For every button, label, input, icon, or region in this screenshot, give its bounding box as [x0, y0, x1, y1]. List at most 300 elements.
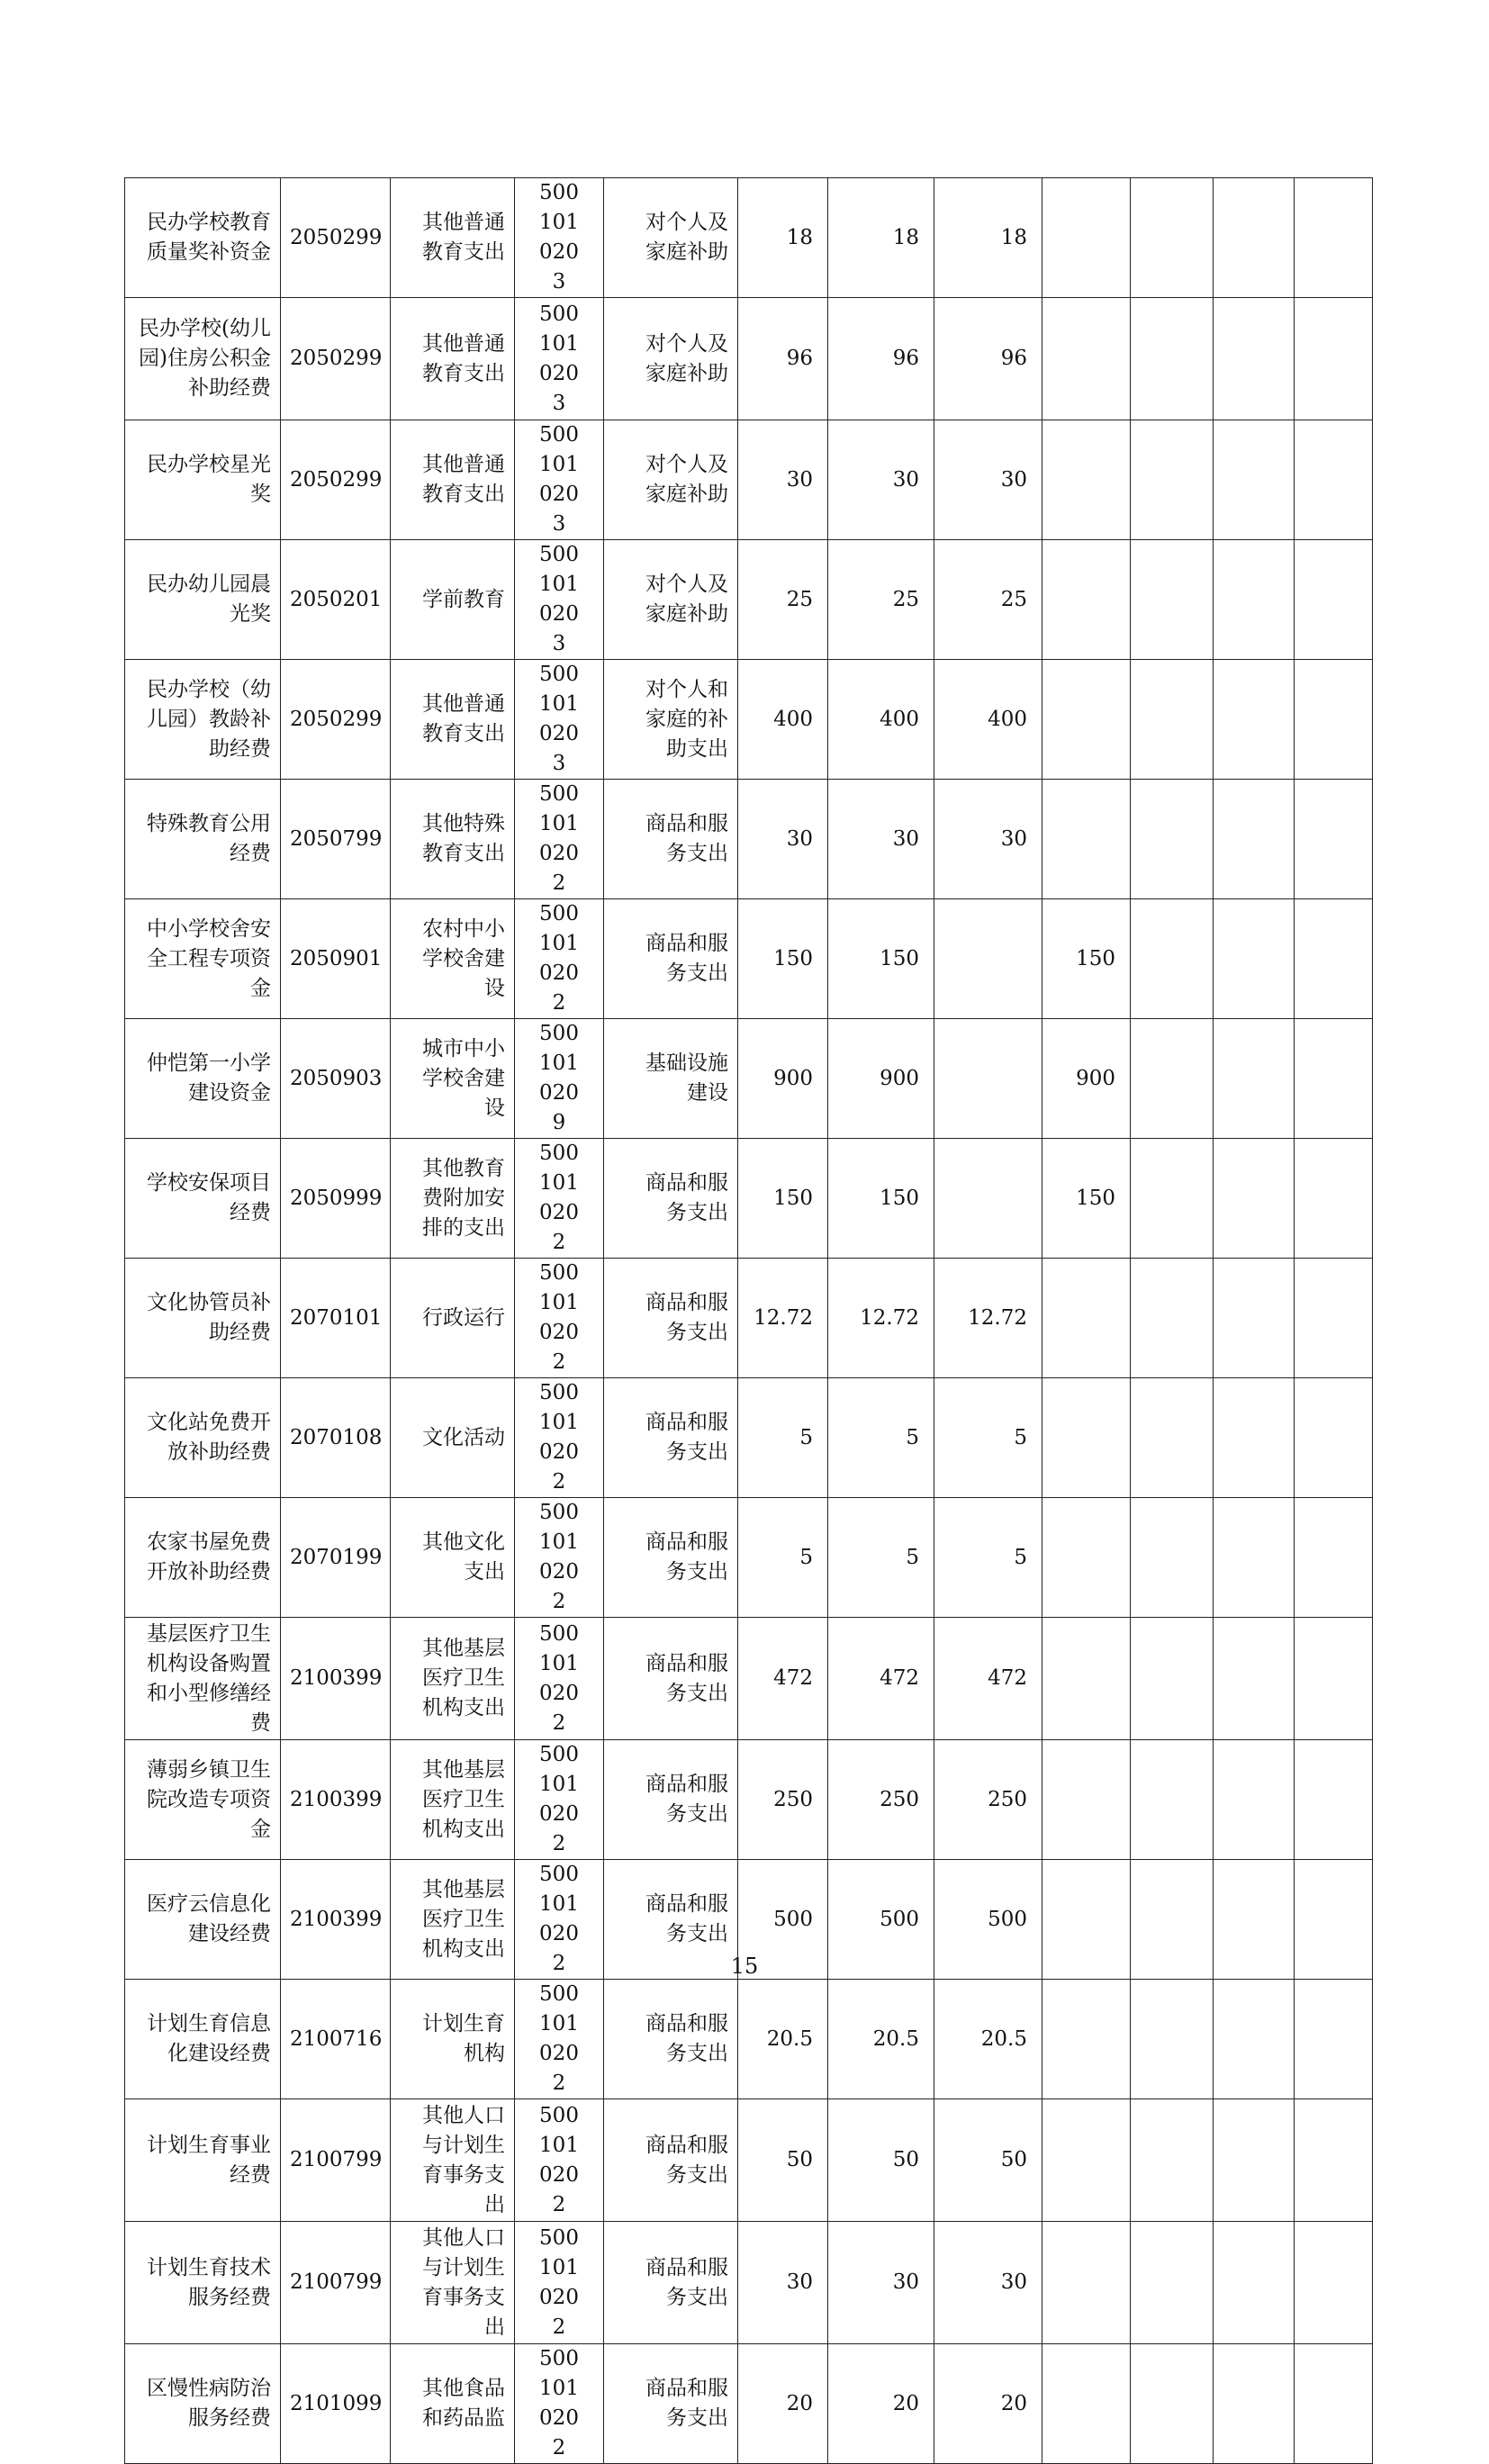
category-cell-text: 其他食品和药品监: [422, 2377, 505, 2430]
value-cell: [1131, 1019, 1214, 1139]
category-cell: [391, 2344, 515, 2464]
page-number: 15: [730, 1954, 759, 1979]
value-cell-text: 150: [880, 1186, 919, 1210]
value-cell-text: 500: [880, 1907, 919, 1931]
value-cell: [934, 660, 1042, 780]
value-cell-text: 30: [1000, 2270, 1027, 2294]
code-cell-text: 2050901: [290, 946, 383, 970]
dept-code-cell: [515, 540, 604, 660]
value-cell: [738, 1139, 828, 1259]
value-cell-text: 30: [892, 2270, 919, 2294]
value-cell-text: 18: [786, 225, 813, 249]
name-cell: [125, 1259, 281, 1378]
dept-code-cell: [515, 420, 604, 540]
name-cell-text: 文化协管员补助经费: [147, 1291, 271, 1344]
value-cell: [1214, 1740, 1295, 1860]
value-cell: [1214, 420, 1295, 540]
name-cell-text: 文化站免费开放补助经费: [147, 1411, 271, 1464]
value-cell: [1042, 298, 1131, 420]
dept-code-cell-text: 5001010202: [539, 1501, 579, 1613]
value-cell: [1295, 780, 1373, 899]
value-cell: [828, 298, 934, 420]
value-cell-text: 900: [773, 1066, 813, 1090]
dept-code-cell: [515, 1740, 604, 1860]
name-cell-text: 计划生育技术服务经费: [147, 2255, 271, 2309]
category-cell: [391, 298, 515, 420]
dept-code-cell-text: 5001010203: [539, 543, 579, 655]
value-cell: [738, 420, 828, 540]
value-cell: [1295, 2222, 1373, 2344]
value-cell: [1042, 1618, 1131, 1740]
value-cell: [1295, 178, 1373, 298]
category-cell: [391, 1740, 515, 1860]
category-cell: [391, 780, 515, 899]
value-cell: [738, 1019, 828, 1139]
value-cell: [1131, 2099, 1214, 2222]
name-cell-text: 特殊教育公用经费: [147, 812, 271, 865]
name-cell: [125, 1498, 281, 1618]
code-cell: [281, 899, 391, 1019]
value-cell-text: 250: [773, 1787, 813, 1811]
value-cell-text: 472: [773, 1666, 813, 1690]
value-cell-text: 20.5: [980, 2026, 1027, 2051]
code-cell-text: 2050299: [290, 225, 383, 249]
value-cell: [1131, 2344, 1214, 2464]
category-cell: [391, 1139, 515, 1259]
dept-code-cell-text: 5001010202: [539, 1621, 579, 1735]
value-cell-text: 20: [1000, 2391, 1027, 2415]
econ-category-cell: [604, 899, 738, 1019]
value-cell-text: 150: [1076, 946, 1115, 970]
table-row: [125, 298, 1373, 420]
value-cell-text: 500: [988, 1907, 1027, 1931]
value-cell: [1042, 540, 1131, 660]
value-cell: [1042, 1498, 1131, 1618]
value-cell: [738, 1980, 828, 2099]
value-cell: [1042, 2344, 1131, 2464]
value-cell: [1131, 899, 1214, 1019]
value-cell: [1295, 899, 1373, 1019]
value-cell: [1042, 178, 1131, 298]
category-cell: [391, 1618, 515, 1740]
table-row: [125, 1019, 1373, 1139]
budget-table: [124, 177, 1373, 2464]
dept-code-cell: [515, 1498, 604, 1618]
code-cell-text: 2100799: [290, 2148, 383, 2171]
value-cell-text: 250: [880, 1787, 919, 1811]
name-cell: [125, 420, 281, 540]
value-cell: [828, 780, 934, 899]
value-cell-text: 150: [880, 946, 919, 970]
dept-code-cell: [515, 2222, 604, 2344]
value-cell-text: 25: [892, 587, 919, 611]
value-cell-text: 150: [773, 946, 813, 970]
value-cell: [1295, 1019, 1373, 1139]
econ-category-cell-text: 商品和服务支出: [645, 2255, 728, 2309]
code-cell: [281, 420, 391, 540]
value-cell: [1042, 1259, 1131, 1378]
name-cell: [125, 1139, 281, 1259]
value-cell: [828, 1498, 934, 1618]
value-cell: [1295, 540, 1373, 660]
value-cell: [1295, 1139, 1373, 1259]
econ-category-cell-text: 对个人和家庭的补助支出: [645, 677, 728, 761]
table-row: [125, 1740, 1373, 1860]
name-cell: [125, 1980, 281, 2099]
value-cell: [1214, 298, 1295, 420]
value-cell: [934, 298, 1042, 420]
value-cell-text: 472: [880, 1666, 919, 1690]
dept-code-cell-text: 5001010202: [539, 782, 579, 895]
dept-code-cell-text: 5001010202: [539, 2103, 579, 2216]
value-cell: [1131, 1980, 1214, 2099]
code-cell: [281, 1980, 391, 2099]
dept-code-cell: [515, 2344, 604, 2464]
value-cell: [828, 1378, 934, 1498]
name-cell: [125, 780, 281, 899]
category-cell: [391, 2099, 515, 2222]
name-cell-text: 计划生育信息化建设经费: [147, 2012, 271, 2065]
value-cell: [1295, 660, 1373, 780]
value-cell: [1214, 660, 1295, 780]
econ-category-cell: [604, 420, 738, 540]
value-cell: [1042, 420, 1131, 540]
value-cell: [828, 540, 934, 660]
name-cell: [125, 178, 281, 298]
value-cell: [1214, 1259, 1295, 1378]
category-cell: [391, 2222, 515, 2344]
code-cell: [281, 2099, 391, 2222]
value-cell: [1214, 2222, 1295, 2344]
code-cell-text: 2100399: [290, 1907, 383, 1931]
category-cell: [391, 1259, 515, 1378]
category-cell-text: 其他基层医疗卫生机构支出: [422, 1637, 505, 1719]
econ-category-cell: [604, 540, 738, 660]
value-cell: [934, 1498, 1042, 1618]
value-cell: [828, 2344, 934, 2464]
value-cell-text: 30: [786, 2270, 813, 2294]
category-cell: [391, 540, 515, 660]
value-cell: [1295, 1740, 1373, 1860]
code-cell: [281, 298, 391, 420]
value-cell-text: 50: [892, 2148, 919, 2171]
table-row: [125, 2344, 1373, 2464]
econ-category-cell-text: 商品和服务支出: [645, 1530, 728, 1584]
dept-code-cell-text: 5001010203: [539, 663, 579, 775]
value-cell-text: 900: [1076, 1066, 1115, 1090]
dept-code-cell: [515, 178, 604, 298]
value-cell: [738, 298, 828, 420]
code-cell: [281, 1378, 391, 1498]
value-cell-text: 500: [773, 1907, 813, 1931]
name-cell: [125, 298, 281, 420]
name-cell: [125, 1618, 281, 1740]
dept-code-cell: [515, 660, 604, 780]
value-cell: [1214, 2344, 1295, 2464]
value-cell: [828, 1980, 934, 2099]
econ-category-cell: [604, 1259, 738, 1378]
code-cell: [281, 660, 391, 780]
value-cell: [934, 1378, 1042, 1498]
value-cell-text: 25: [786, 587, 813, 611]
value-cell: [1214, 780, 1295, 899]
category-cell: [391, 899, 515, 1019]
category-cell-text: 其他教育费附加安排的支出: [422, 1156, 505, 1240]
name-cell-text: 基层医疗卫生机构设备购置和小型修缮经费: [147, 1621, 271, 1735]
value-cell: [1214, 1980, 1295, 2099]
code-cell-text: 2100716: [290, 2026, 383, 2051]
code-cell-text: 2101099: [290, 2391, 383, 2415]
value-cell: [934, 1980, 1042, 2099]
category-cell-text: 行政运行: [422, 1305, 505, 1330]
dept-code-cell: [515, 298, 604, 420]
code-cell: [281, 1019, 391, 1139]
value-cell: [1214, 2099, 1295, 2222]
value-cell: [828, 660, 934, 780]
name-cell-text: 民办学校星光奖: [147, 453, 271, 506]
value-cell: [1042, 2099, 1131, 2222]
code-cell: [281, 1740, 391, 1860]
value-cell-text: 50: [786, 2148, 813, 2171]
value-cell: [828, 420, 934, 540]
dept-code-cell: [515, 1139, 604, 1259]
value-cell: [1131, 298, 1214, 420]
value-cell: [934, 1139, 1042, 1259]
dept-code-cell-text: 5001010202: [539, 1261, 579, 1374]
econ-category-cell-text: 基础设施建设: [645, 1051, 728, 1105]
value-cell-text: 400: [988, 707, 1027, 731]
value-cell-text: 5: [906, 1545, 919, 1569]
value-cell-text: 20: [786, 2391, 813, 2415]
value-cell: [1042, 1019, 1131, 1139]
econ-category-cell-text: 商品和服务支出: [645, 1892, 728, 1945]
value-cell: [1295, 1259, 1373, 1378]
value-cell: [1131, 660, 1214, 780]
value-cell: [1042, 660, 1131, 780]
code-cell: [281, 1259, 391, 1378]
econ-category-cell-text: 对个人及家庭补助: [645, 211, 728, 264]
dept-code-cell-text: 5001010203: [539, 181, 579, 293]
value-cell: [1295, 1618, 1373, 1740]
table-row: [125, 2099, 1373, 2222]
value-cell: [934, 178, 1042, 298]
value-cell: [934, 420, 1042, 540]
name-cell: [125, 540, 281, 660]
category-cell-text: 其他人口与计划生育事务支出: [422, 2225, 505, 2339]
value-cell-text: 18: [1000, 225, 1027, 249]
dept-code-cell-text: 5001010202: [539, 1142, 579, 1254]
value-cell: [1214, 1139, 1295, 1259]
dept-code-cell-text: 5001010203: [539, 302, 579, 415]
value-cell: [1131, 178, 1214, 298]
value-cell: [828, 1019, 934, 1139]
code-cell: [281, 1498, 391, 1618]
value-cell: [738, 1259, 828, 1378]
value-cell: [934, 1618, 1042, 1740]
value-cell: [1131, 420, 1214, 540]
value-cell-text: 30: [892, 826, 919, 851]
value-cell-text: 5: [799, 1425, 813, 1449]
category-cell-text: 计划生育机构: [422, 2012, 505, 2065]
value-cell: [828, 2099, 934, 2222]
econ-category-cell: [604, 1498, 738, 1618]
value-cell-text: 5: [906, 1425, 919, 1449]
value-cell: [828, 1259, 934, 1378]
value-cell: [1214, 1498, 1295, 1618]
category-cell-text: 农村中小学校舍建设: [422, 916, 505, 1000]
value-cell: [1214, 1378, 1295, 1498]
category-cell-text: 学前教育: [422, 587, 505, 611]
value-cell: [1131, 1618, 1214, 1740]
category-cell-text: 其他基层医疗卫生机构支出: [422, 1757, 505, 1841]
category-cell: [391, 178, 515, 298]
econ-category-cell: [604, 780, 738, 899]
value-cell: [934, 540, 1042, 660]
value-cell-text: 400: [880, 707, 919, 731]
code-cell: [281, 2344, 391, 2464]
value-cell-text: 5: [799, 1545, 813, 1569]
econ-category-cell-text: 对个人及家庭补助: [645, 331, 728, 385]
name-cell: [125, 2344, 281, 2464]
value-cell: [738, 1498, 828, 1618]
name-cell: [125, 2222, 281, 2344]
dept-code-cell-text: 5001010202: [539, 902, 579, 1015]
code-cell: [281, 540, 391, 660]
value-cell: [934, 1259, 1042, 1378]
value-cell: [1295, 1378, 1373, 1498]
value-cell-text: 50: [1000, 2148, 1027, 2171]
value-cell-text: 30: [892, 467, 919, 492]
category-cell-text: 其他普通教育支出: [422, 331, 505, 385]
code-cell-text: 2100399: [290, 1787, 383, 1811]
code-cell: [281, 1618, 391, 1740]
name-cell-text: 计划生育事业经费: [147, 2133, 271, 2187]
category-cell-text: 其他人口与计划生育事务支出: [422, 2103, 505, 2216]
name-cell-text: 薄弱乡镇卫生院改造专项资金: [147, 1757, 271, 1841]
dept-code-cell: [515, 1618, 604, 1740]
value-cell-text: 25: [1000, 587, 1027, 611]
value-cell: [828, 899, 934, 1019]
econ-category-cell: [604, 2344, 738, 2464]
value-cell: [1131, 1139, 1214, 1259]
value-cell: [1042, 2222, 1131, 2344]
code-cell: [281, 178, 391, 298]
value-cell: [828, 1618, 934, 1740]
dept-code-cell-text: 5001010202: [539, 1863, 579, 1975]
category-cell-text: 其他基层医疗卫生机构支出: [422, 1877, 505, 1961]
table-row: [125, 540, 1373, 660]
category-cell-text: 其他普通教育支出: [422, 692, 505, 745]
dept-code-cell: [515, 1980, 604, 2099]
value-cell-text: 96: [1000, 347, 1027, 370]
value-cell: [1295, 420, 1373, 540]
value-cell: [738, 2344, 828, 2464]
econ-category-cell-text: 商品和服务支出: [645, 932, 728, 985]
category-cell: [391, 1378, 515, 1498]
value-cell: [1214, 899, 1295, 1019]
econ-category-cell: [604, 1139, 738, 1259]
econ-category-cell: [604, 1740, 738, 1860]
value-cell: [1295, 298, 1373, 420]
code-cell: [281, 1139, 391, 1259]
table-row: [125, 2222, 1373, 2344]
category-cell-text: 其他文化支出: [422, 1530, 505, 1584]
value-cell: [934, 1019, 1042, 1139]
value-cell-text: 12.72: [860, 1305, 919, 1330]
table-row: [125, 660, 1373, 780]
value-cell: [1214, 178, 1295, 298]
name-cell-text: 民办幼儿园晨光奖: [147, 573, 271, 626]
econ-category-cell-text: 对个人及家庭补助: [645, 573, 728, 626]
value-cell: [1131, 2222, 1214, 2344]
category-cell-text: 其他特殊教育支出: [422, 812, 505, 865]
code-cell-text: 2070199: [290, 1545, 383, 1569]
value-cell: [828, 1740, 934, 1860]
dept-code-cell: [515, 1019, 604, 1139]
value-cell-text: 20.5: [766, 2026, 813, 2051]
value-cell: [828, 178, 934, 298]
name-cell-text: 区慢性病防治服务经费: [147, 2377, 271, 2430]
econ-category-cell: [604, 298, 738, 420]
value-cell: [738, 660, 828, 780]
value-cell-text: 30: [786, 467, 813, 492]
code-cell-text: 2050903: [290, 1066, 383, 1090]
value-cell: [738, 899, 828, 1019]
name-cell-text: 医疗云信息化建设经费: [147, 1892, 271, 1945]
dept-code-cell: [515, 780, 604, 899]
value-cell: [1042, 780, 1131, 899]
value-cell: [1131, 540, 1214, 660]
value-cell-text: 250: [988, 1787, 1027, 1811]
value-cell: [934, 780, 1042, 899]
table-row: [125, 1139, 1373, 1259]
code-cell-text: 2050299: [290, 467, 383, 492]
econ-category-cell: [604, 178, 738, 298]
dept-code-cell-text: 5001010202: [539, 2225, 579, 2339]
table-row: [125, 1378, 1373, 1498]
value-cell: [1131, 780, 1214, 899]
category-cell: [391, 1498, 515, 1618]
value-cell-text: 30: [1000, 826, 1027, 851]
category-cell: [391, 1019, 515, 1139]
value-cell: [1042, 1378, 1131, 1498]
value-cell-text: 12.72: [754, 1305, 813, 1330]
dept-code-cell: [515, 899, 604, 1019]
table-row: [125, 1259, 1373, 1378]
category-cell: [391, 420, 515, 540]
table-row: [125, 1498, 1373, 1618]
value-cell: [738, 540, 828, 660]
value-cell-text: 20.5: [872, 2026, 919, 2051]
econ-category-cell-text: 商品和服务支出: [645, 2377, 728, 2430]
value-cell: [1042, 899, 1131, 1019]
dept-code-cell-text: 5001010202: [539, 1381, 579, 1494]
econ-category-cell-text: 商品和服务支出: [645, 1291, 728, 1344]
name-cell-text: 学校安保项目经费: [147, 1171, 271, 1224]
econ-category-cell-text: 商品和服务支出: [645, 1411, 728, 1464]
table-row: [125, 420, 1373, 540]
name-cell-text: 民办学校教育质量奖补资金: [147, 211, 271, 264]
value-cell: [738, 1378, 828, 1498]
econ-category-cell-text: 商品和服务支出: [645, 2133, 728, 2187]
value-cell: [1214, 540, 1295, 660]
value-cell-text: 12.72: [968, 1305, 1027, 1330]
name-cell-text: 仲恺第一小学建设资金: [147, 1051, 271, 1105]
code-cell-text: 2050201: [290, 587, 383, 611]
value-cell-text: 472: [988, 1666, 1027, 1690]
value-cell: [738, 178, 828, 298]
value-cell: [1295, 1980, 1373, 2099]
